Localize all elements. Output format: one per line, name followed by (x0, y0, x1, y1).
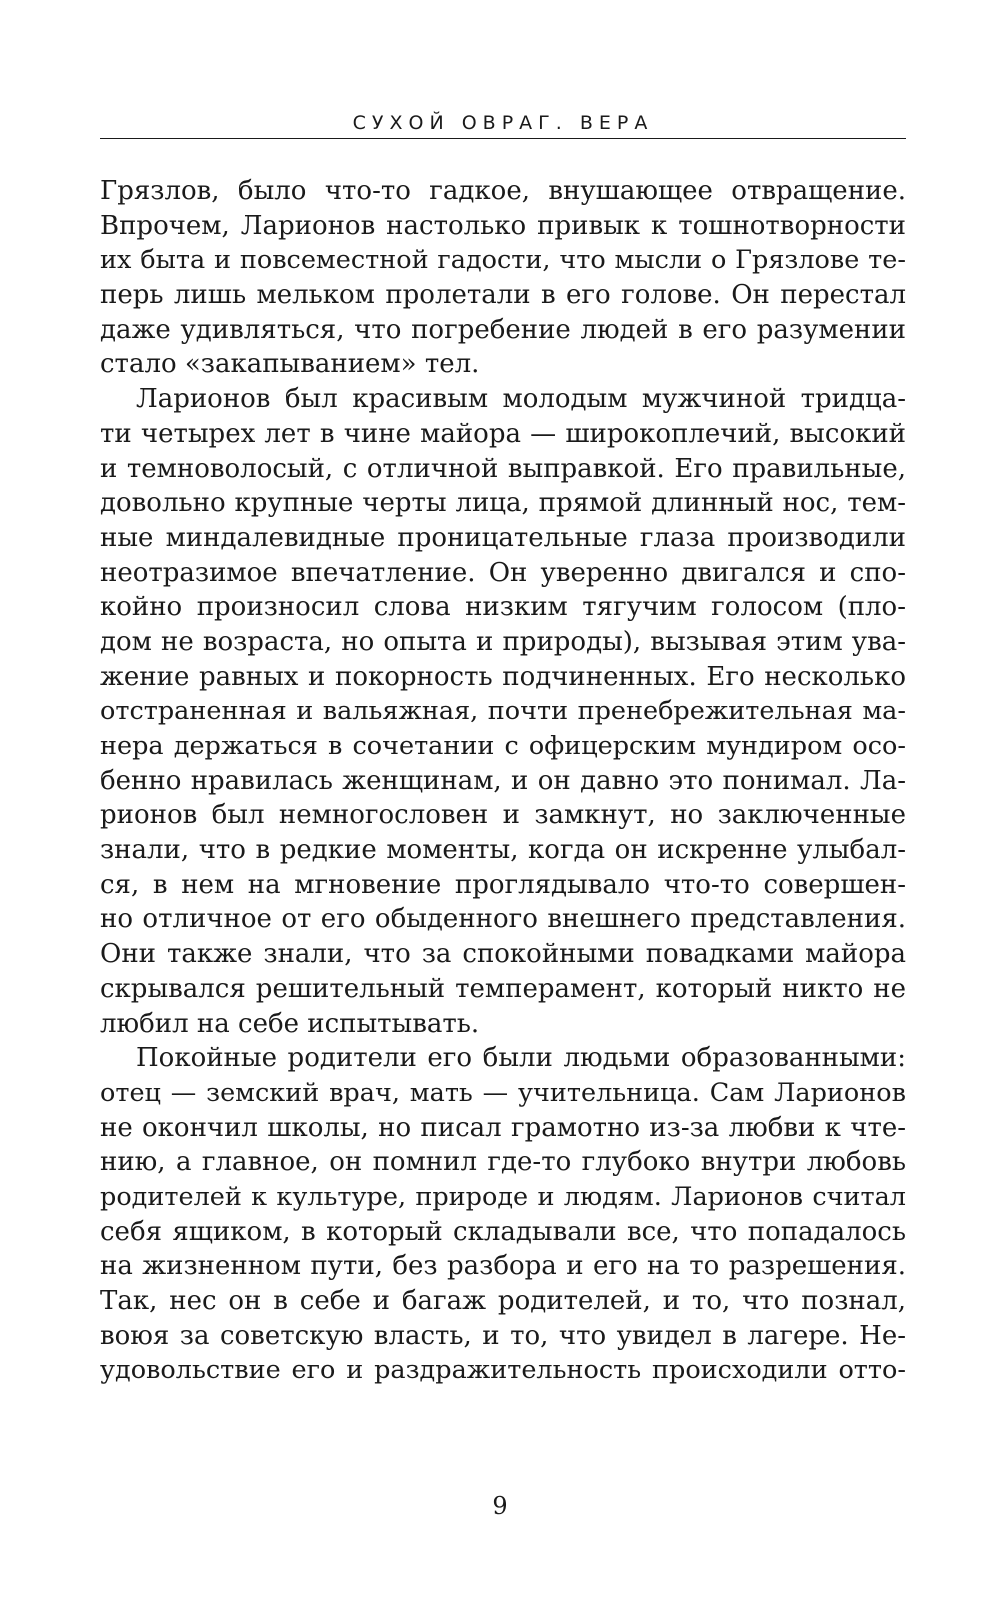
text-line: ные миндалевидные проницательные глаза производили (100, 522, 906, 553)
text-line: Грязлов, было что-то гадкое, внушающее отвращение. (100, 176, 906, 206)
text-line: удовольствие его и раздражительность происходили отто- (100, 1355, 906, 1386)
page-number: 9 (492, 1492, 508, 1520)
text-line: Они также знали, что за спокойными повадками майора (100, 939, 906, 970)
text-line: неотразимое впечатление. Он уверенно двигался и спо- (100, 557, 906, 588)
text-line: не окончил школы, но писал грамотно из-за любви к чте- (100, 1112, 906, 1143)
text-line: отстраненная и вальяжная, почти пренебрежительная ма- (100, 696, 906, 727)
text-line: Ларионов был красивым молодым мужчиной тридца- (136, 384, 906, 415)
text-line: родителей к культуре, природе и людям. Ларионов считал (100, 1181, 906, 1212)
text-line: стало «закапыванием» тел. (100, 349, 480, 380)
text-line: себя ящиком, в который складывали все, что попадалось (100, 1216, 906, 1247)
text-line: жение равных и покорность подчиненных. Его несколько (100, 661, 906, 692)
text-line: но отличное от его обыденного внешнего представления. (100, 904, 906, 935)
text-line: Покойные родители его были людьми образованными: (136, 1043, 906, 1074)
text-line: рионов был немногословен и замкнут, но заключенные (100, 800, 906, 831)
running-head: СУХОЙ ОВРАГ. ВЕРА (352, 112, 654, 134)
text-line: отец — земский врач, мать — учительница. Сам Ларионов (100, 1077, 906, 1108)
body-text (100, 174, 906, 1388)
text-line: знали, что в редкие моменты, когда он искренне улыбал- (100, 835, 906, 866)
text-line: довольно крупные черты лица, прямой длинный нос, тем- (100, 488, 906, 519)
header-rule (100, 138, 906, 139)
text-line: любил на себе испытывать. (100, 1008, 480, 1039)
text-line: на жизненном пути, без разбора и его на то разрешения. (100, 1251, 906, 1282)
text-line: перь лишь мельком пролетали в его голове. Он перестал (100, 280, 906, 311)
text-line: койно произносил слова низким тягучим голосом (пло- (100, 592, 906, 623)
text-line: даже удивляться, что погребение людей в его разумении (100, 314, 906, 345)
text-line: ти четырех лет в чине майора — широкоплечий, высокий (100, 418, 906, 449)
text-line: Впрочем, Ларионов настолько привык к тошнотворности (100, 210, 906, 241)
text-line: ся, в нем на мгновение проглядывало что-то совершен- (100, 869, 906, 900)
text-line: их быта и повсеместной гадости, что мысли о Грязлове те- (100, 245, 906, 276)
text-line: нию, а главное, он помнил где-то глубоко внутри любовь (100, 1147, 906, 1178)
text-line: воюя за советскую власть, и то, что увидел в лагере. Не- (100, 1320, 906, 1351)
text-line: бенно нравилась женщинам, и он давно это понимал. Ла- (100, 765, 906, 796)
text-line: скрывался решительный темперамент, который никто не (100, 973, 906, 1004)
text-line: Так, нес он в себе и багаж родителей, и то, что познал, (100, 1286, 906, 1316)
text-line: и темноволосый, с отличной выправкой. Его правильные, (100, 453, 906, 484)
text-line: дом не возраста, но опыта и природы), вызывая этим ува- (100, 626, 906, 657)
text-line: нера держаться в сочетании с офицерским мундиром осо- (100, 731, 906, 761)
